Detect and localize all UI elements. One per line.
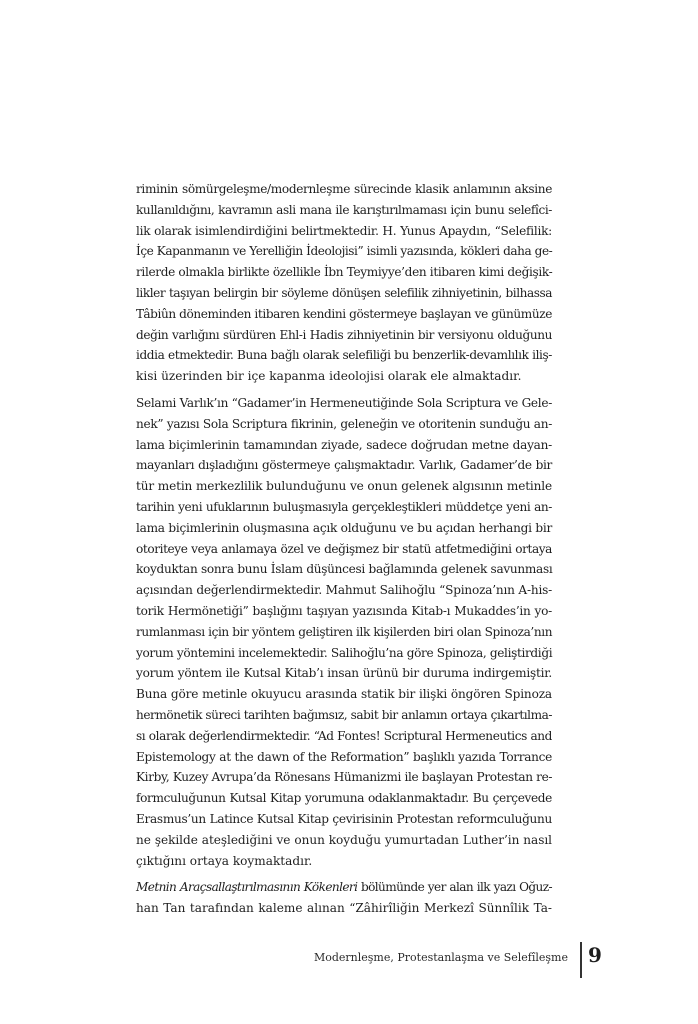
text-line: tarihin yeni ufuklarının buluşmasıyla gerçekleştikleri müddetçe yeni an- (136, 499, 552, 514)
page-footer (136, 938, 606, 982)
text-line: Selami Varlık’ın “Gadamer’in Hermeneutiğinde Sola Scriptura ve Gele- (136, 395, 552, 410)
text-line: koyduktan sonra bunu İslam düşüncesi bağlamında gelenek savunması (136, 562, 553, 577)
text-line: iddia etmektedir. Buna bağlı olarak selefiliği bu benzerlik-devamlılık iliş- (136, 348, 552, 363)
text-line (136, 877, 552, 898)
text-line: lama biçimlerinin oluşmasına açık olduğunu ve bu açıdan herhangi bir (136, 520, 552, 535)
text-line: değin varlığını sürdüren Ehl-i Hadis zihniyetinin bir versiyonu olduğunu (136, 327, 552, 342)
text-line: Buna göre metinle okuyucu arasında statik bir ilişki öngören Spinoza (136, 687, 552, 702)
text-line: likler taşıyan belirgin bir söyleme dönüşen selefilik zihniyetinin, bilhassa (136, 285, 552, 300)
text-line: açısından değerlendirmektedir. Mahmut Salihoğlu “Spinoza’nın A-his- (136, 583, 552, 598)
paragraph-1 (136, 179, 552, 387)
text-line: Tâbiûn döneminden itibaren kendini göstermeye başlayan ve günümüze (136, 306, 552, 321)
running-title: Modernleşme, Protestanlaşma ve Selefîleşme (313, 951, 568, 964)
text-line: rilerde olmakla birlikte özellikle İbn Teymiyye’den itibaren kimi değişik- (136, 265, 553, 280)
text-line: lik olarak isimlendirdiğini belirtmektedir. H. Yunus Apaydın, “Selefilik: (136, 223, 552, 238)
section-title-italic: Metnin Araçsallaştırılmasının Kökenleri (136, 880, 358, 895)
text-line: han Tan tarafından kaleme alınan “Zâhirîliğin Merkezî Sünnîlik Ta- (136, 901, 552, 916)
paragraph-3 (136, 877, 552, 919)
text-line: formculuğunun Kutsal Kitap yorumuna odaklanmaktadır. Bu çerçevede (136, 791, 552, 806)
text-line: Epistemology at the dawn of the Reformation” başlıklı yazıda Torrance (136, 749, 552, 764)
footer-divider (580, 942, 582, 978)
text-line: mayanları dışladığını göstermeye çalışmaktadır. Varlık, Gadamer’de bir (136, 458, 552, 473)
text-line: yorum yöntem ile Kutsal Kitab’ı insan ürünü bir duruma indirgemiştir. (136, 666, 552, 681)
text-line: tür metin merkezlilik bulunduğunu ve onun gelenek algısının metinle (136, 479, 552, 494)
text-line: ne şekilde ateşlediğini ve onun koyduğu yumurtadan Luther’in nasıl (136, 832, 552, 847)
text-line: nek” yazısı Sola Scriptura fikrinin, geleneğin ve otoritenin sunduğu an- (136, 416, 552, 431)
text-line: rumlanması için bir yöntem geliştiren ilk kişilerden biri olan Spinoza’nın (136, 624, 553, 639)
text-line: Kirby, Kuzey Avrupa’da Rönesans Hümanizmi ile başlayan Protestan re- (136, 770, 553, 785)
text-line: lama biçimlerinin tamamından ziyade, sadece doğrudan metne dayan- (136, 437, 552, 452)
text-line: İçe Kapanmanın ve Yerelliğin İdeolojisi” isimli yazısında, kökleri daha ge- (136, 244, 553, 259)
text-line: kisi üzerinden bir içe kapanma ideolojisi olarak ele almaktadır. (136, 369, 522, 384)
page-number: 9 (588, 943, 602, 967)
text-line: sı olarak değerlendirmektedir. “Ad Fontes! Scriptural Hermeneutics and (136, 728, 552, 743)
text-line: hermönetik süreci tarihten bağımsız, sabit bir anlamın ortaya çıkartılma- (136, 707, 552, 722)
text-line: yorum yöntemini incelemektedir. Salihoğlu’na göre Spinoza, geliştirdiği (136, 645, 553, 660)
text-line: kullanıldığını, kavramın asli mana ile karıştırılmaması için bunu selefîci- (136, 202, 552, 217)
text-line: torik Hermönetiği” başlığını taşıyan yazısında Kitab-ı Mukaddes’in yo- (136, 603, 552, 618)
text-line-rest: bölümünde yer alan ilk yazı Oğuz- (357, 880, 552, 895)
text-line: çıktığını ortaya koymaktadır. (136, 853, 313, 868)
text-line: Erasmus’un Latince Kutsal Kitap çevirisinin Protestan reformculuğunu (136, 811, 552, 826)
body-text (136, 179, 552, 919)
paragraph-2 (136, 393, 552, 871)
text-line: riminin sömürgeleşme/modernleşme sürecinde klasik anlamının aksine (136, 182, 552, 196)
text-line: otoriteye veya anlamaya özel ve değişmez bir statü atfetmediğini ortaya (136, 541, 552, 556)
